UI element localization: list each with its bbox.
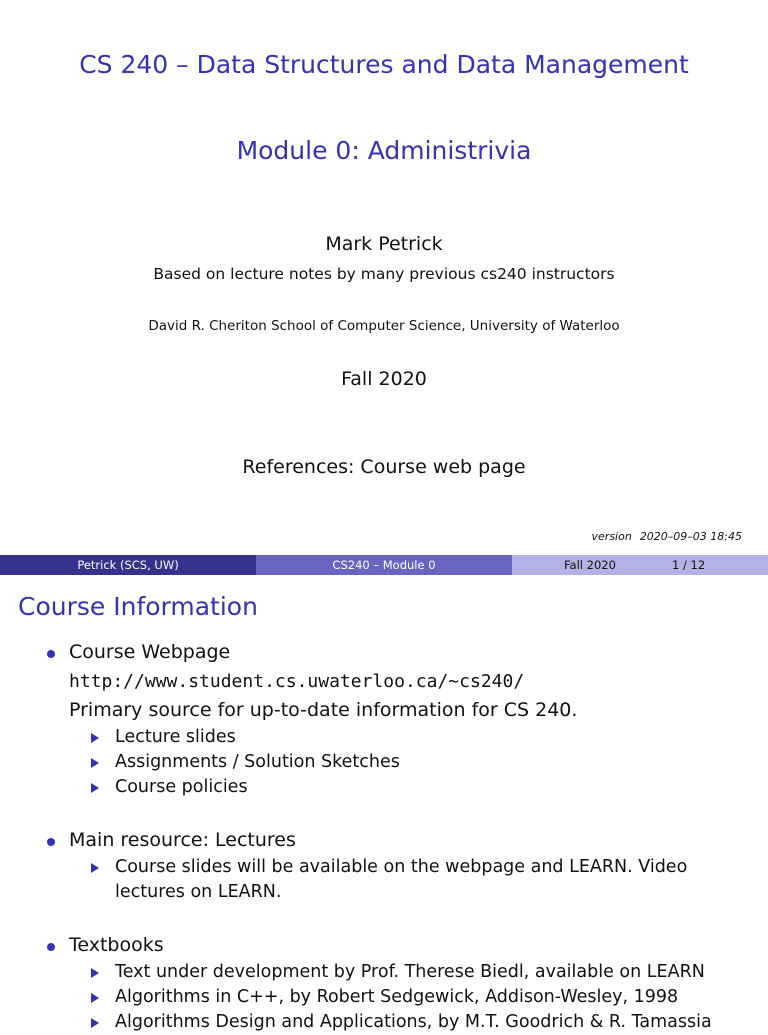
sub-item-text: Assignments / Solution Sketches (115, 752, 400, 772)
sub-item-text: Course policies (115, 777, 248, 797)
item-label: Main resource: Lectures (69, 829, 296, 851)
institution: David R. Cheriton School of Computer Science, University of Waterloo (148, 318, 620, 334)
item-label: Course Webpage (69, 641, 231, 663)
sub-item-text: Algorithms Design and Applications, by M.T. Goodrich & R. Tamassia (115, 1012, 712, 1032)
sub-list-item (68, 855, 768, 905)
course-information-slide (0, 576, 768, 1032)
slide-footer (0, 555, 768, 575)
term: Fall 2020 (341, 368, 427, 390)
references-line: References: Course web page (242, 456, 526, 478)
module-title: Module 0: Administrivia (236, 136, 532, 165)
sub-list-item (68, 1010, 768, 1035)
footer-page-number: 1 / 12 (672, 558, 706, 572)
version-value: 2020–09–03 18:45 (639, 530, 742, 543)
triangle-bullet-icon (91, 993, 99, 1003)
sub-item-text: Course slides will be available on the webpage and LEARN. Video lectures on LEARN. (115, 857, 688, 902)
sub-list-item (68, 985, 768, 1010)
footer-course: CS240 – Module 0 (256, 555, 512, 575)
bullet-dot-icon (47, 838, 55, 846)
triangle-bullet-icon (91, 758, 99, 768)
list-item (0, 826, 768, 905)
list-item (0, 638, 768, 800)
frame-title: Course Information (18, 592, 258, 621)
sub-item-text: Lecture slides (115, 727, 236, 747)
item-note: Primary source for up-to-date information for CS 240. (69, 699, 578, 721)
list-item (0, 931, 768, 1035)
bullet-dot-icon (47, 650, 55, 658)
footer-author: Petrick (SCS, UW) (0, 555, 256, 575)
course-url: http://www.student.cs.uwaterloo.ca/~cs240/ (69, 671, 525, 692)
sub-list (69, 725, 768, 800)
bullet-list (0, 638, 768, 1035)
sub-list-item (68, 725, 768, 750)
presentation-title: CS 240 – Data Structures and Data Management (79, 50, 689, 79)
sub-item-text: Algorithms in C++, by Robert Sedgewick, Addison-Wesley, 1998 (115, 987, 679, 1007)
author-name: Mark Petrick (325, 233, 443, 255)
triangle-bullet-icon (91, 1018, 99, 1028)
version-stamp (592, 530, 742, 543)
footer-term: Fall 2020 (564, 558, 616, 572)
sub-list (69, 855, 768, 905)
sub-list-item (68, 775, 768, 800)
triangle-bullet-icon (91, 863, 99, 873)
triangle-bullet-icon (91, 968, 99, 978)
triangle-bullet-icon (91, 783, 99, 793)
sub-list-item (68, 960, 768, 985)
sub-item-text: Text under development by Prof. Therese Biedl, available on LEARN (115, 962, 705, 982)
footer-right (512, 555, 768, 575)
based-on-note: Based on lecture notes by many previous cs240 instructors (153, 265, 615, 283)
item-label: Textbooks (69, 934, 164, 956)
sub-list-item (68, 750, 768, 775)
triangle-bullet-icon (91, 733, 99, 743)
bullet-dot-icon (47, 943, 55, 951)
version-label: version (591, 530, 632, 543)
